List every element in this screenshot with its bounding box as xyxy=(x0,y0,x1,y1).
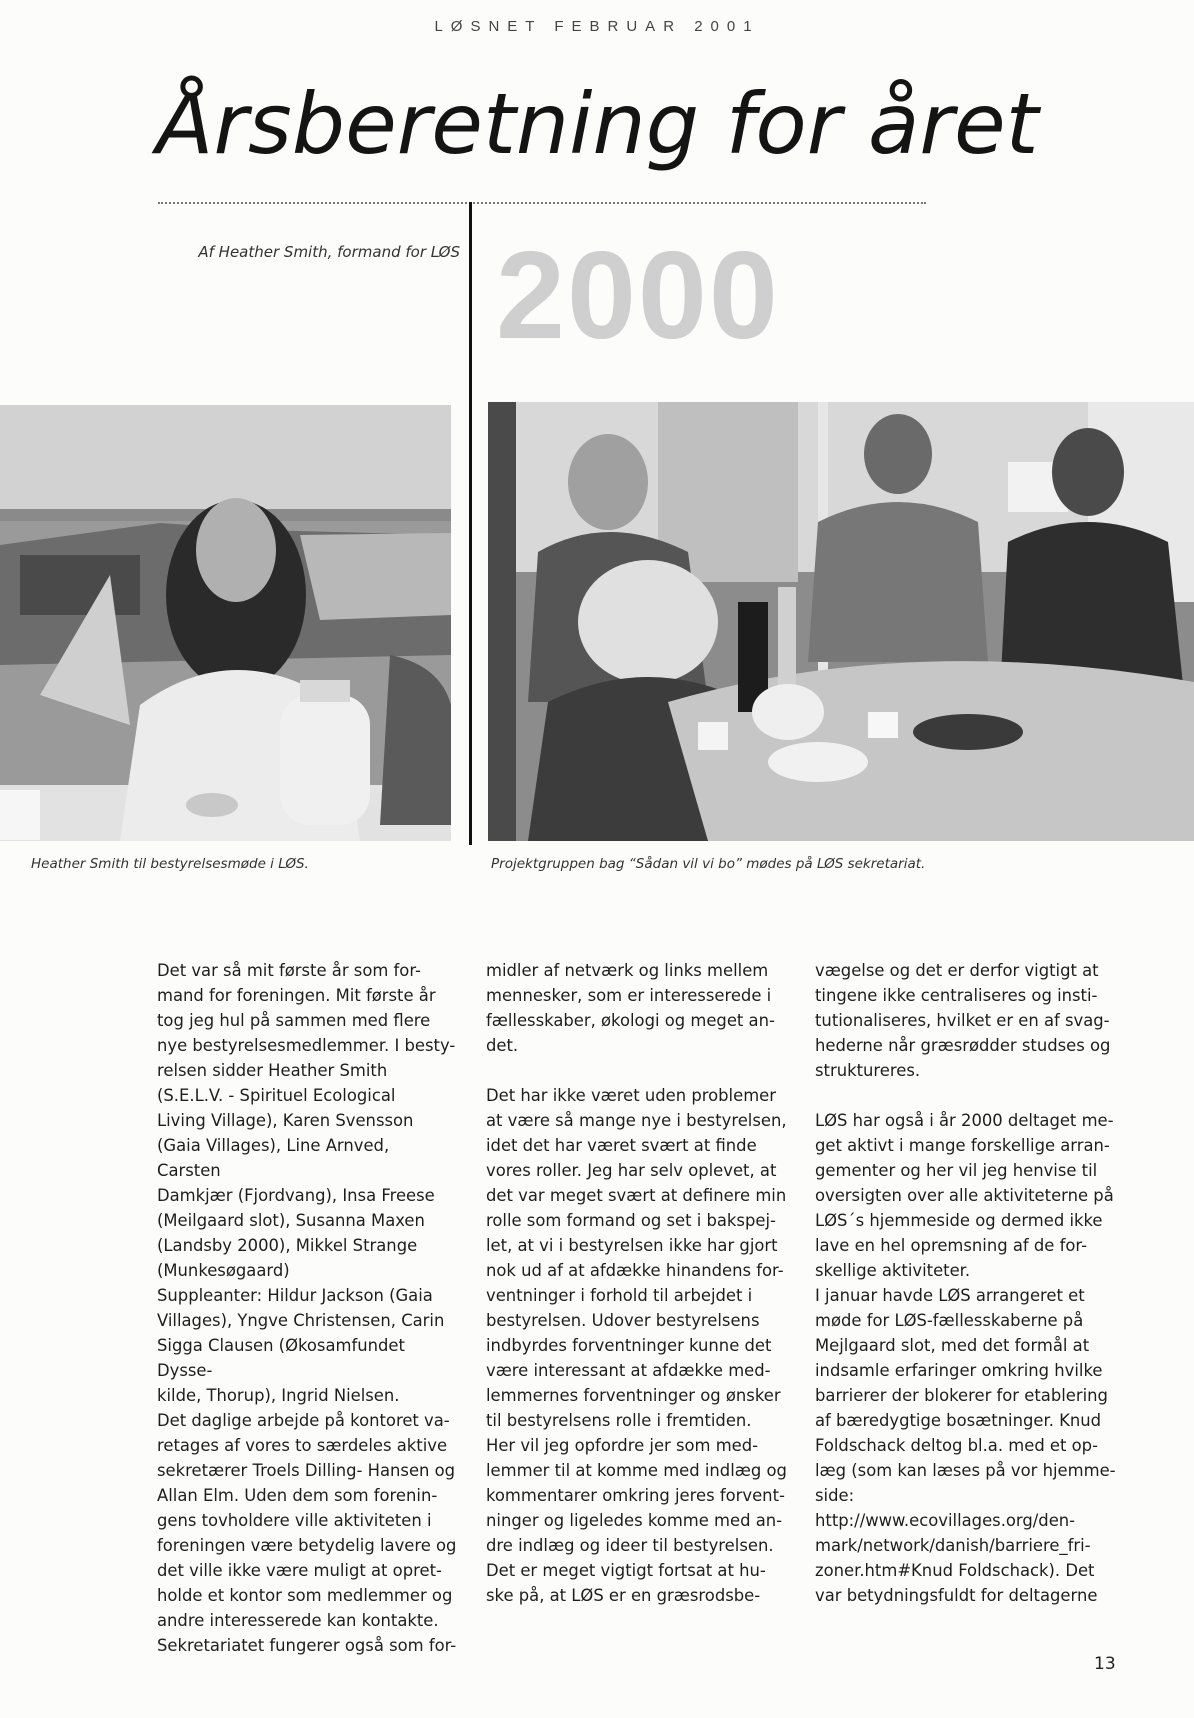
text-line: af bæredygtige bosætninger. Knud xyxy=(815,1411,1102,1430)
text-line: være interessant at afdække med- xyxy=(486,1361,771,1380)
text-line: til bestyrelsens rolle i fremtiden. xyxy=(486,1411,752,1430)
text-line: nye bestyrelsesmedlemmer. I besty- xyxy=(157,1036,456,1055)
text-line: kilde, Thorup), Ingrid Nielsen. xyxy=(157,1386,400,1405)
text-line: side: xyxy=(815,1486,855,1505)
text-line: midler af netværk og links mellem xyxy=(486,961,769,980)
text-line: Det var så mit første år som for- xyxy=(157,961,421,980)
dotted-rule xyxy=(158,202,926,204)
text-line: indbyrdes forventninger kunne det xyxy=(486,1336,772,1355)
text-line: Villages), Yngve Christensen, Carin xyxy=(157,1311,445,1330)
text-line: lemmernes forventninger og ønsker xyxy=(486,1386,781,1405)
text-line: (S.E.L.V. - Spirituel Ecological xyxy=(157,1086,396,1105)
text-line: Foldschack deltog bl.a. med et op- xyxy=(815,1436,1099,1455)
text-line: foreningen være betydelig lavere og xyxy=(157,1536,457,1555)
text-line: møde for LØS-fællesskaberne på xyxy=(815,1311,1084,1330)
text-line: hederne når græsrødder studses og xyxy=(815,1036,1111,1055)
text-column-3 xyxy=(815,958,1135,1608)
text-line: det var meget svært at definere min xyxy=(486,1186,787,1205)
text-line: Her vil jeg opfordre jer som med- xyxy=(486,1436,759,1455)
text-line: ninger og ligeledes komme med an- xyxy=(486,1511,783,1530)
text-line: kommentarer omkring jeres forvent- xyxy=(486,1486,785,1505)
caption-left-photo: Heather Smith til bestyrelsesmøde i LØS. xyxy=(31,856,309,872)
running-head: LØSNET FEBRUAR 2001 xyxy=(434,18,760,35)
text-column-2 xyxy=(486,958,798,1608)
caption-right-photo: Projektgruppen bag “Sådan vil vi bo” mødes på LØS sekretariat. xyxy=(491,856,926,872)
text-line: var betydningsfuldt for deltagerne xyxy=(815,1586,1098,1605)
text-line: Suppleanter: Hildur Jackson (Gaia xyxy=(157,1286,433,1305)
text-line: (Gaia Villages), Line Arnved, Carsten xyxy=(157,1136,390,1180)
text-line: skellige aktiviteter. xyxy=(815,1261,971,1280)
text-line: rolle som formand og set i bakspej- xyxy=(486,1211,776,1230)
text-column-1 xyxy=(157,958,457,1658)
text-line: dre indlæg og ideer til bestyrelsen. xyxy=(486,1536,774,1555)
text-line: lave en hel opremsning af de for- xyxy=(815,1236,1087,1255)
text-line: indsamle erfaringer omkring hvilke xyxy=(815,1361,1103,1380)
text-line: det. xyxy=(486,1036,519,1055)
text-line: get aktivt i mange forskellige arran- xyxy=(815,1136,1110,1155)
text-line: (Landsby 2000), Mikkel Strange xyxy=(157,1236,418,1255)
text-line: mand for foreningen. Mit første år xyxy=(157,986,436,1005)
text-line: nok ud af at afdække hinandens for- xyxy=(486,1261,784,1280)
text-line: Det daglige arbejde på kontoret va- xyxy=(157,1411,450,1430)
text-line: andre interesserede kan kontakte. xyxy=(157,1611,439,1630)
text-line: bestyrelsen. Udover bestyrelsens xyxy=(486,1311,760,1330)
text-line: http://www.ecovillages.org/den- xyxy=(815,1511,1076,1530)
text-line: mark/network/danish/barriere_fri- xyxy=(815,1536,1091,1555)
page-number: 13 xyxy=(1094,1654,1116,1674)
text-line: Allan Elm. Uden dem som forenin- xyxy=(157,1486,438,1505)
byline: Af Heather Smith, formand for LØS xyxy=(198,243,460,261)
text-line: idet det har været svært at finde xyxy=(486,1136,757,1155)
text-line: fællesskaber, økologi og meget an- xyxy=(486,1011,775,1030)
text-line: vægelse og det er derfor vigtigt at xyxy=(815,961,1099,980)
text-line: at være så mange nye i bestyrelsen, xyxy=(486,1111,787,1130)
text-line: oversigten over alle aktiviteterne på xyxy=(815,1186,1114,1205)
article-title: Årsberetning for året xyxy=(156,75,1039,173)
text-line: I januar havde LØS arrangeret et xyxy=(815,1286,1085,1305)
text-line: lemmer til at komme med indlæg og xyxy=(486,1461,787,1480)
text-line: ventninger i forhold til arbejdet i xyxy=(486,1286,753,1305)
text-line: ske på, at LØS er en græsrodsbe- xyxy=(486,1586,761,1605)
text-line: struktureres. xyxy=(815,1061,921,1080)
text-line: Det er meget vigtigt fortsat at hu- xyxy=(486,1561,766,1580)
text-line: gens tovholdere ville aktiviteten i xyxy=(157,1511,432,1530)
text-line: gementer og her vil jeg henvise til xyxy=(815,1161,1098,1180)
text-line: tog jeg hul på sammen med flere xyxy=(157,1011,431,1030)
title-year: 2000 xyxy=(496,227,780,365)
text-line: tutionaliseres, hvilket er en af svag- xyxy=(815,1011,1110,1030)
text-line: Damkjær (Fjordvang), Insa Freese xyxy=(157,1186,435,1205)
text-line: relsen sidder Heather Smith xyxy=(157,1061,388,1080)
text-line: LØS har også i år 2000 deltaget me- xyxy=(815,1111,1114,1130)
text-line: det ville ikke være muligt at opret- xyxy=(157,1561,442,1580)
text-line: (Meilgaard slot), Susanna Maxen xyxy=(157,1211,425,1230)
text-line: Sigga Clausen (Økosamfundet Dysse- xyxy=(157,1336,405,1380)
vertical-rule xyxy=(469,202,472,845)
paragraph-gap xyxy=(486,1058,798,1083)
paragraph-gap xyxy=(815,1083,1135,1108)
text-line: Det har ikke været uden problemer xyxy=(486,1086,776,1105)
text-line: vores roller. Jeg har selv oplevet, at xyxy=(486,1161,777,1180)
text-line: Sekretariatet fungerer også som for- xyxy=(157,1636,457,1655)
text-line: (Munkesøgaard) xyxy=(157,1261,290,1280)
text-line: zoner.htm#Knud Foldschack). Det xyxy=(815,1561,1095,1580)
photo-project-group xyxy=(488,402,1194,841)
text-line: barrierer der blokerer for etablering xyxy=(815,1386,1108,1405)
text-line: holde et kontor som medlemmer og xyxy=(157,1586,453,1605)
text-line: Living Village), Karen Svensson xyxy=(157,1111,414,1130)
text-line: retages af vores to særdeles aktive xyxy=(157,1436,448,1455)
text-line: sekretærer Troels Dilling- Hansen og xyxy=(157,1461,456,1480)
text-line: Mejlgaard slot, med det formål at xyxy=(815,1336,1090,1355)
text-line: let, at vi i bestyrelsen ikke har gjort xyxy=(486,1236,778,1255)
text-line: mennesker, som er interesserede i xyxy=(486,986,772,1005)
text-line: læg (som kan læses på vor hjemme- xyxy=(815,1461,1116,1480)
photo-heather-smith xyxy=(0,405,451,841)
text-line: tingene ikke centraliseres og insti- xyxy=(815,986,1098,1005)
text-line: LØS´s hjemmeside og dermed ikke xyxy=(815,1211,1103,1230)
